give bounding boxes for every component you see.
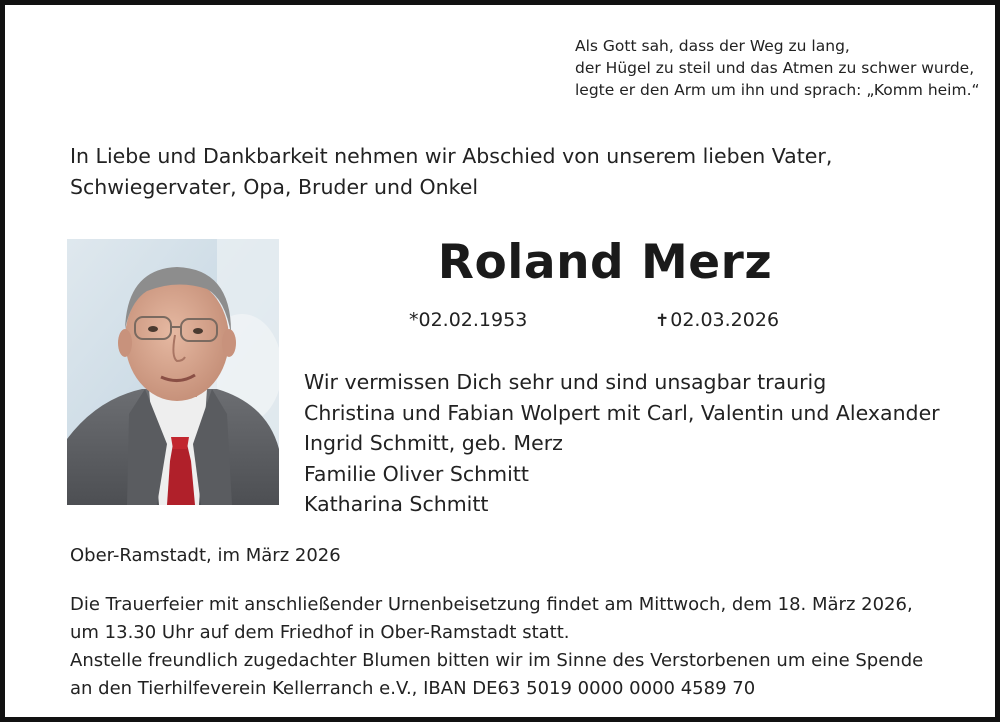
mourners-line: Familie Oliver Schmitt bbox=[304, 461, 529, 486]
birth-date: *02.02.1953 bbox=[409, 309, 528, 331]
mourners-line: Wir vermissen Dich sehr und sind unsagbar traurig bbox=[304, 370, 827, 394]
poem-line: Als Gott sah, dass der Weg zu lang, bbox=[575, 37, 850, 55]
footer-line: Anstelle freundlich zugedachter Blumen bitten wir im Sinne des Verstorbenen um eine Spende bbox=[70, 650, 924, 671]
mourners-line: Ingrid Schmitt, geb. Merz bbox=[304, 431, 563, 455]
intro-line: Schwiegervater, Opa, Bruder und Onkel bbox=[70, 175, 479, 199]
footer-line: an den Tierhilfeverein Kellerranch e.V., IBAN DE63 5019 0000 0000 4589 70 bbox=[70, 678, 756, 699]
funeral-details bbox=[70, 591, 923, 703]
poem-line: legte er den Arm um ihn und sprach: „Komm heim.“ bbox=[575, 81, 980, 99]
intro-text bbox=[70, 141, 832, 203]
death-date-group bbox=[655, 307, 779, 334]
mourners-line: Christina und Fabian Wolpert mit Carl, Valentin und Alexander bbox=[304, 400, 940, 425]
mourners-line: Katharina Schmitt bbox=[304, 492, 489, 516]
poem-line: der Hügel zu steil und das Atmen zu schwer wurde, bbox=[575, 59, 975, 77]
intro-line: In Liebe und Dankbarkeit nehmen wir Abschied von unserem lieben Vater, bbox=[70, 144, 833, 168]
footer-line: Die Trauerfeier mit anschließender Urnenbeisetzung findet am Mittwoch, dem 18. März 2026, bbox=[70, 594, 913, 615]
death-date: 02.03.2026 bbox=[670, 309, 780, 331]
cross-icon: ✝ bbox=[655, 311, 670, 331]
place-date: Ober-Ramstadt, im März 2026 bbox=[70, 545, 341, 566]
footer-line: um 13.30 Uhr auf dem Friedhof in Ober-Ramstadt statt. bbox=[70, 622, 570, 643]
poem bbox=[575, 35, 980, 101]
deceased-name: Roland Merz bbox=[437, 235, 773, 290]
portrait-photo bbox=[67, 239, 279, 505]
mourners-list bbox=[304, 367, 940, 520]
